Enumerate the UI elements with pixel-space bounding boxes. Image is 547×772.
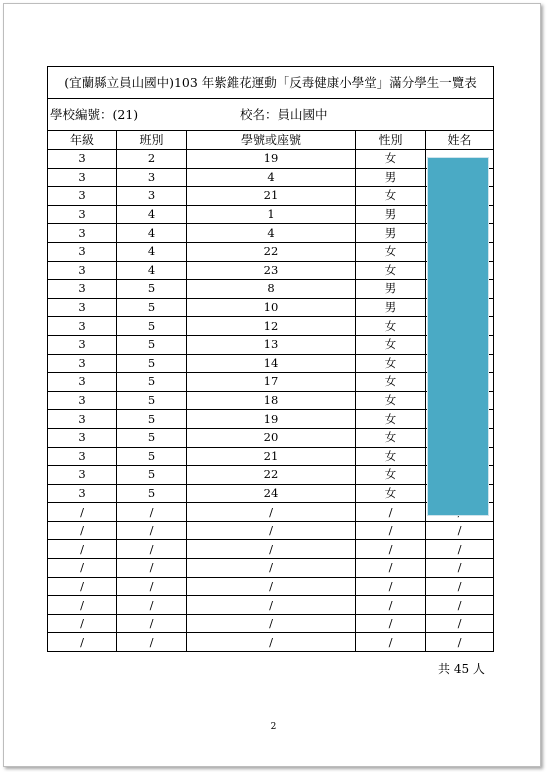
cell-grade: 3	[48, 298, 117, 317]
table-row	[48, 521, 494, 540]
cell-class: /	[117, 503, 187, 522]
cell-student-number: 4	[187, 168, 356, 187]
cell-gender: 男	[356, 280, 426, 299]
cell-name: /	[426, 540, 494, 559]
cell-gender: 女	[356, 484, 426, 503]
cell-student-number: 14	[187, 354, 356, 373]
cell-gender: /	[356, 633, 426, 652]
cell-student-number: /	[187, 540, 356, 559]
document-title: (宜蘭縣立員山國中)103 年紫錐花運動「反毒健康小學堂」滿分學生一覽表	[48, 67, 494, 99]
cell-student-number: 12	[187, 317, 356, 336]
cell-class: 4	[117, 205, 187, 224]
cell-student-number: /	[187, 596, 356, 615]
cell-class: /	[117, 521, 187, 540]
cell-student-number: /	[187, 633, 356, 652]
cell-class: 5	[117, 317, 187, 336]
cell-grade: 3	[48, 447, 117, 466]
table-row	[48, 596, 494, 615]
cell-name: /	[426, 577, 494, 596]
cell-grade: 3	[48, 187, 117, 206]
cell-gender: 女	[356, 187, 426, 206]
cell-gender: /	[356, 503, 426, 522]
cell-class: 5	[117, 335, 187, 354]
cell-class: 5	[117, 447, 187, 466]
cell-student-number: 18	[187, 391, 356, 410]
cell-student-number: /	[187, 559, 356, 578]
cell-name: /	[426, 633, 494, 652]
cell-class: 2	[117, 150, 187, 169]
cell-class: 4	[117, 224, 187, 243]
cell-student-number: /	[187, 503, 356, 522]
cell-student-number: 22	[187, 242, 356, 261]
cell-class: 5	[117, 280, 187, 299]
table-row	[48, 614, 494, 633]
table-row	[48, 633, 494, 652]
cell-grade: 3	[48, 466, 117, 485]
cell-gender: /	[356, 577, 426, 596]
school-name: 校名：員山國中	[240, 107, 328, 122]
cell-class: 5	[117, 354, 187, 373]
cell-student-number: /	[187, 521, 356, 540]
school-info	[48, 99, 494, 131]
cell-grade: 3	[48, 354, 117, 373]
total-count: 共 45 人	[438, 662, 485, 676]
cell-class: /	[117, 559, 187, 578]
cell-class: 5	[117, 298, 187, 317]
cell-grade: 3	[48, 428, 117, 447]
cell-student-number: 21	[187, 447, 356, 466]
cell-class: 4	[117, 261, 187, 280]
cell-gender: 女	[356, 391, 426, 410]
cell-grade: /	[48, 596, 117, 615]
cell-class: 5	[117, 484, 187, 503]
cell-class: /	[117, 614, 187, 633]
cell-class: /	[117, 577, 187, 596]
cell-grade: 3	[48, 224, 117, 243]
cell-student-number: 23	[187, 261, 356, 280]
cell-class: 5	[117, 373, 187, 392]
cell-grade: 3	[48, 373, 117, 392]
cell-class: 5	[117, 391, 187, 410]
cell-grade: 3	[48, 168, 117, 187]
cell-name: /	[426, 521, 494, 540]
header-class: 班別	[117, 131, 187, 150]
cell-grade: 3	[48, 280, 117, 299]
cell-student-number: 22	[187, 466, 356, 485]
cell-gender: /	[356, 521, 426, 540]
cell-grade: 3	[48, 335, 117, 354]
cell-student-number: 19	[187, 410, 356, 429]
cell-class: /	[117, 540, 187, 559]
cell-name: /	[426, 596, 494, 615]
table-row	[48, 559, 494, 578]
header-grade: 年級	[48, 131, 117, 150]
cell-gender: 男	[356, 224, 426, 243]
cell-gender: 女	[356, 335, 426, 354]
school-code: 學校編號：(21)	[50, 107, 139, 122]
cell-grade: /	[48, 559, 117, 578]
cell-student-number: 4	[187, 224, 356, 243]
cell-gender: 女	[356, 242, 426, 261]
table-row	[48, 540, 494, 559]
cell-gender: /	[356, 559, 426, 578]
cell-grade: 3	[48, 391, 117, 410]
cell-grade: 3	[48, 317, 117, 336]
header-row	[48, 131, 494, 150]
cell-class: 3	[117, 187, 187, 206]
cell-student-number: 13	[187, 335, 356, 354]
cell-student-number: /	[187, 614, 356, 633]
page-number: 2	[270, 722, 277, 732]
cell-grade: /	[48, 503, 117, 522]
cell-student-number: /	[187, 577, 356, 596]
cell-class: /	[117, 596, 187, 615]
cell-grade: /	[48, 521, 117, 540]
cell-student-number: 21	[187, 187, 356, 206]
cell-gender: 女	[356, 410, 426, 429]
cell-grade: 3	[48, 205, 117, 224]
cell-gender: 女	[356, 447, 426, 466]
cell-gender: /	[356, 596, 426, 615]
cell-grade: 3	[48, 242, 117, 261]
cell-class: 4	[117, 242, 187, 261]
cell-class: 3	[117, 168, 187, 187]
cell-student-number: 10	[187, 298, 356, 317]
cell-grade: 3	[48, 484, 117, 503]
cell-student-number: 24	[187, 484, 356, 503]
table-row	[48, 577, 494, 596]
cell-student-number: 19	[187, 150, 356, 169]
cell-gender: 女	[356, 317, 426, 336]
cell-class: 5	[117, 410, 187, 429]
cell-gender: 女	[356, 150, 426, 169]
cell-grade: /	[48, 540, 117, 559]
cell-gender: /	[356, 614, 426, 633]
cell-class: 5	[117, 466, 187, 485]
cell-gender: 男	[356, 205, 426, 224]
cell-grade: /	[48, 614, 117, 633]
cell-gender: 男	[356, 298, 426, 317]
cell-gender: 女	[356, 354, 426, 373]
cell-gender: 女	[356, 428, 426, 447]
cell-gender: 女	[356, 261, 426, 280]
name-redaction	[427, 157, 489, 516]
cell-grade: /	[48, 633, 117, 652]
cell-class: 5	[117, 428, 187, 447]
cell-class: /	[117, 633, 187, 652]
cell-grade: 3	[48, 261, 117, 280]
cell-grade: 3	[48, 150, 117, 169]
cell-name: /	[426, 614, 494, 633]
header-gender: 性別	[356, 131, 426, 150]
cell-grade: 3	[48, 410, 117, 429]
header-student-number: 學號或座號	[187, 131, 356, 150]
cell-student-number: 8	[187, 280, 356, 299]
cell-grade: /	[48, 577, 117, 596]
cell-gender: 男	[356, 168, 426, 187]
cell-student-number: 20	[187, 428, 356, 447]
cell-student-number: 1	[187, 205, 356, 224]
cell-gender: 女	[356, 373, 426, 392]
cell-gender: /	[356, 540, 426, 559]
cell-student-number: 17	[187, 373, 356, 392]
header-name: 姓名	[426, 131, 494, 150]
cell-gender: 女	[356, 466, 426, 485]
cell-name: /	[426, 559, 494, 578]
